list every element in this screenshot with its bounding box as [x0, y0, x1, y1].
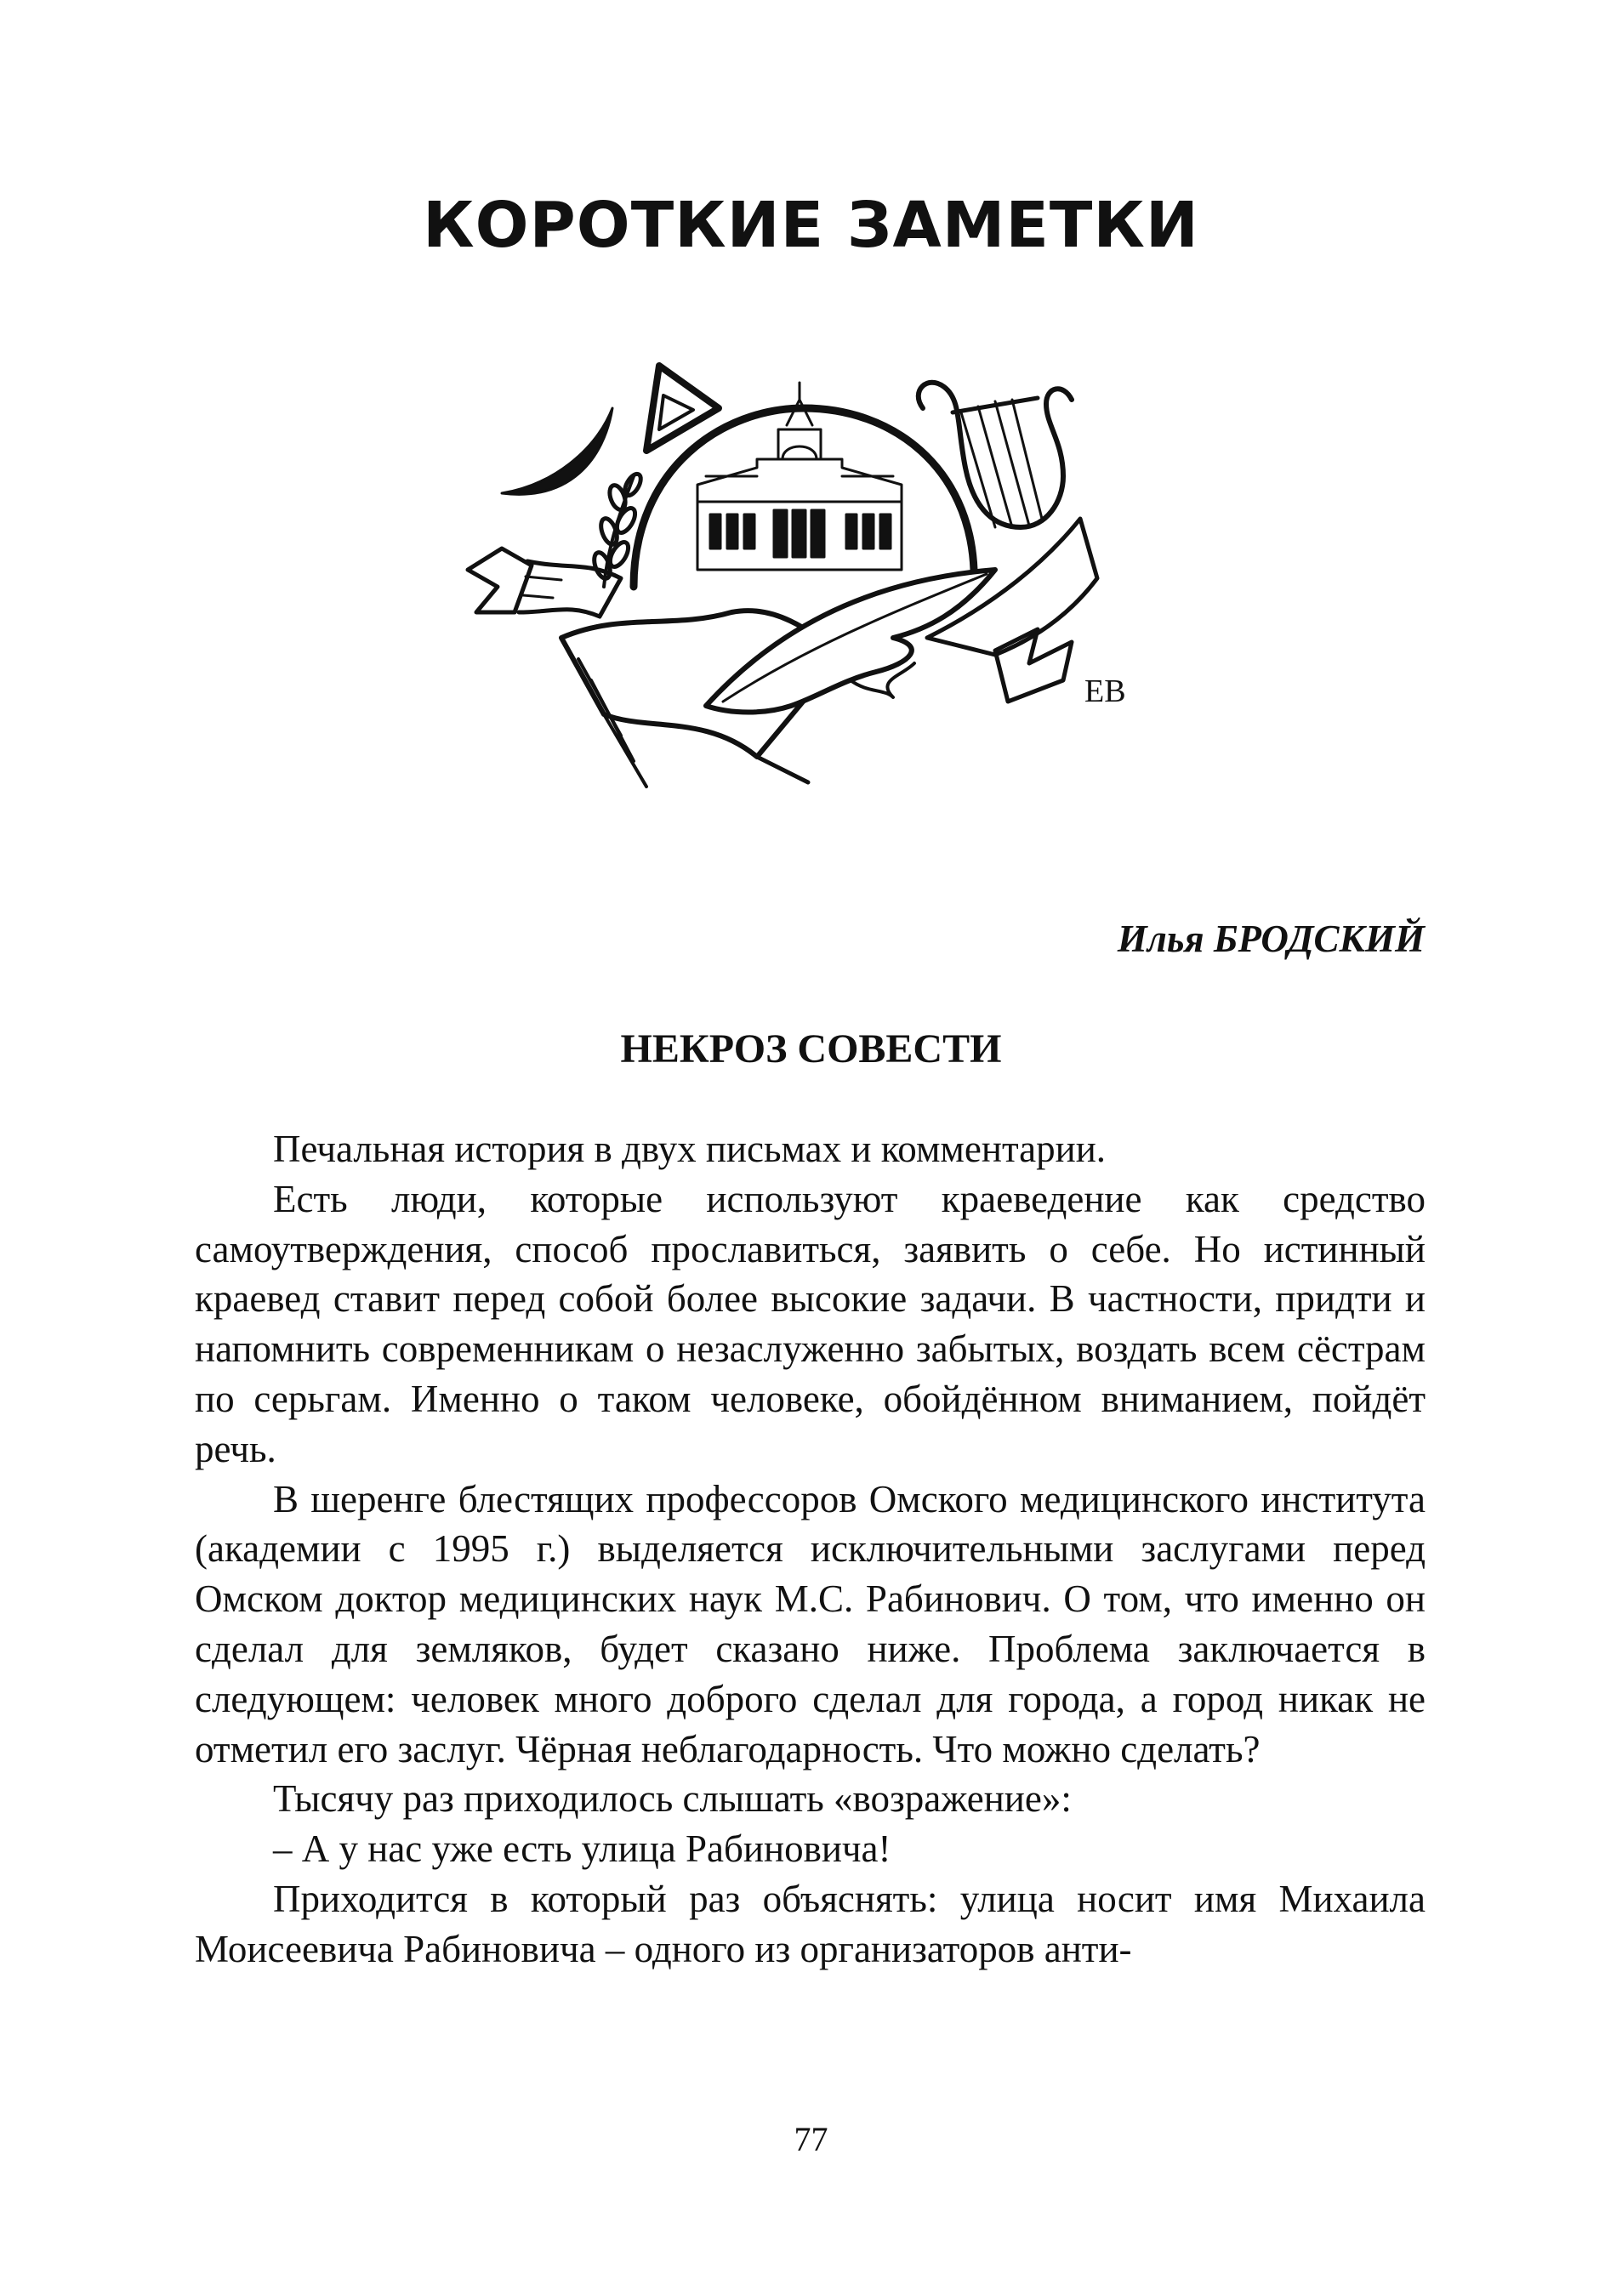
article-title: НЕКРОЗ СОВЕСТИ [620, 1026, 1002, 1071]
paragraph: Есть люди, которые используют краеведение как средство самоутверждения, способ прославиться, заявить о себе. Но истинный краевед ставит перед собой более высокие задачи. В частности, придти и напомнить современникам о незаслуженно забытых, воздать всем сёстрам по серьгам. Именно о таком человеке, обойдённом вниманием, пойдёт речь. [195, 1177, 1426, 1470]
author-name: Илья БРОДСКИЙ [1117, 918, 1425, 960]
paragraph: В шеренге блестящих профессоров Омского медицинского института (академии с 1995 г.) выделяется исключительными заслугами перед Омском доктор медицинских наук М.С. Рабинович. О том, что именно он сделал для земляков, будет сказано ниже. Проблема заключается в следующем: человек много доброго сделал для города, а город никак не отметил его заслуг. Чёрная неблагодарность. Что можно сделать? [195, 1477, 1426, 1770]
paragraph: Тысячу раз приходилось слышать «возражение»: [273, 1777, 1072, 1821]
section-title: КОРОТКИЕ ЗАМЕТКИ [423, 189, 1199, 262]
paragraph: Приходится в который раз объяснять: улица носит имя Михаила Моисеевича Рабиновича – одного из организаторов анти- [195, 1877, 1426, 1970]
emblem-book-quill-lyre-building-icon [451, 357, 1157, 816]
paragraph: Печальная история в двух письмах и комментарии. [273, 1128, 1107, 1170]
paragraph: – А у нас уже есть улица Рабиновича! [273, 1827, 891, 1871]
emblem-monogram: ЕВ [1084, 673, 1126, 709]
page-number: 77 [794, 2120, 828, 2158]
article-body [195, 1124, 1426, 1975]
